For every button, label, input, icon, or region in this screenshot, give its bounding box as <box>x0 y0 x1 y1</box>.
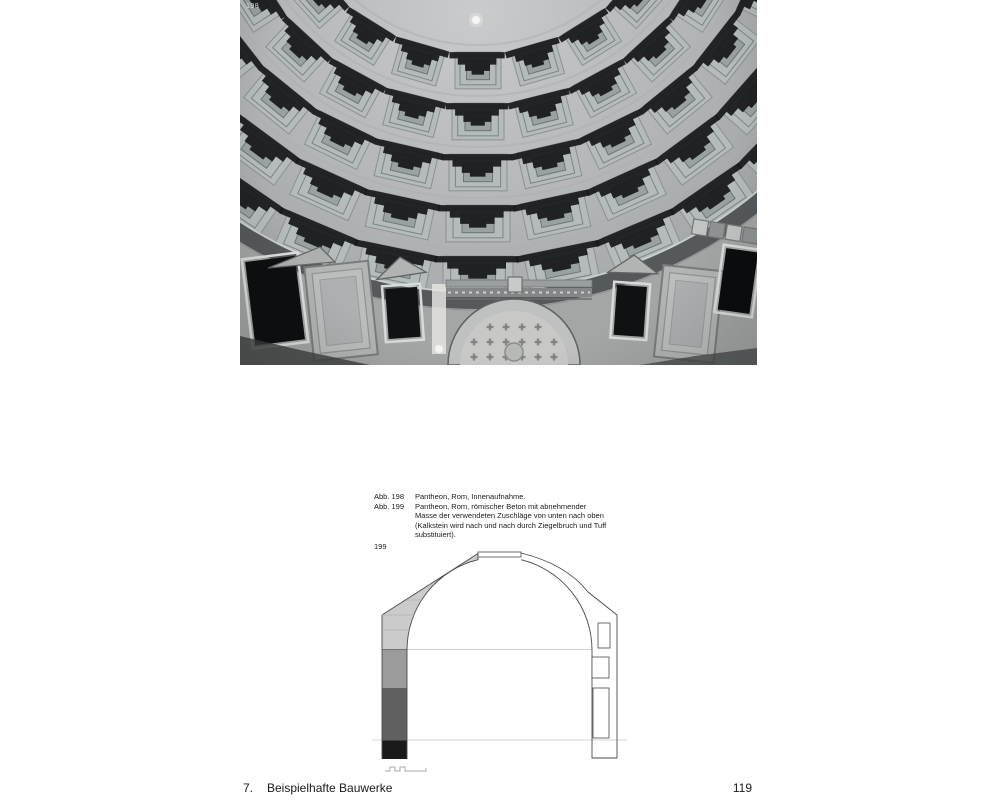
dome-shell-left <box>382 554 478 650</box>
caption-line: Pantheon, Rom, römischer Beton mit abnehmender <box>415 501 587 511</box>
caption-row-198 <box>374 492 667 502</box>
concrete-band-lower-mid <box>382 688 407 741</box>
oculus-ring <box>478 552 521 557</box>
figure-199-label: 199 <box>374 542 387 551</box>
meander-ground-symbol <box>385 767 426 771</box>
dome-intrados-right <box>521 560 592 650</box>
caption-block <box>374 492 667 540</box>
caption-ref: Abb. 198 <box>374 492 405 501</box>
concrete-band-upper-mid <box>382 650 407 689</box>
caption-line: (Kalkstein wird nach und nach durch Ziegelbruch und Tuff <box>415 520 607 530</box>
caption-row-199 <box>374 502 667 540</box>
caption-line: Masse der verwendeten Zuschläge von unten nach oben <box>415 511 604 521</box>
photo-number-label: 198 <box>246 3 260 10</box>
caption-text <box>415 502 667 540</box>
photo-vignette <box>240 0 757 365</box>
caption-ref: Abb. 199 <box>374 501 405 511</box>
chapter-number: 7. <box>243 781 254 795</box>
pantheon-photo <box>240 0 757 365</box>
wall-niches <box>592 623 610 738</box>
pantheon-photo-svg <box>240 0 757 365</box>
caption-line: substituiert). <box>415 530 456 540</box>
caption-text <box>415 492 667 502</box>
page-number: 119 <box>732 781 752 795</box>
pantheon-section-diagram <box>370 550 630 780</box>
concrete-band-base <box>382 741 407 760</box>
caption-line: Pantheon, Rom, Innenaufnahme. <box>415 492 526 501</box>
chapter-title: Beispielhafte Bauwerke <box>267 781 393 795</box>
